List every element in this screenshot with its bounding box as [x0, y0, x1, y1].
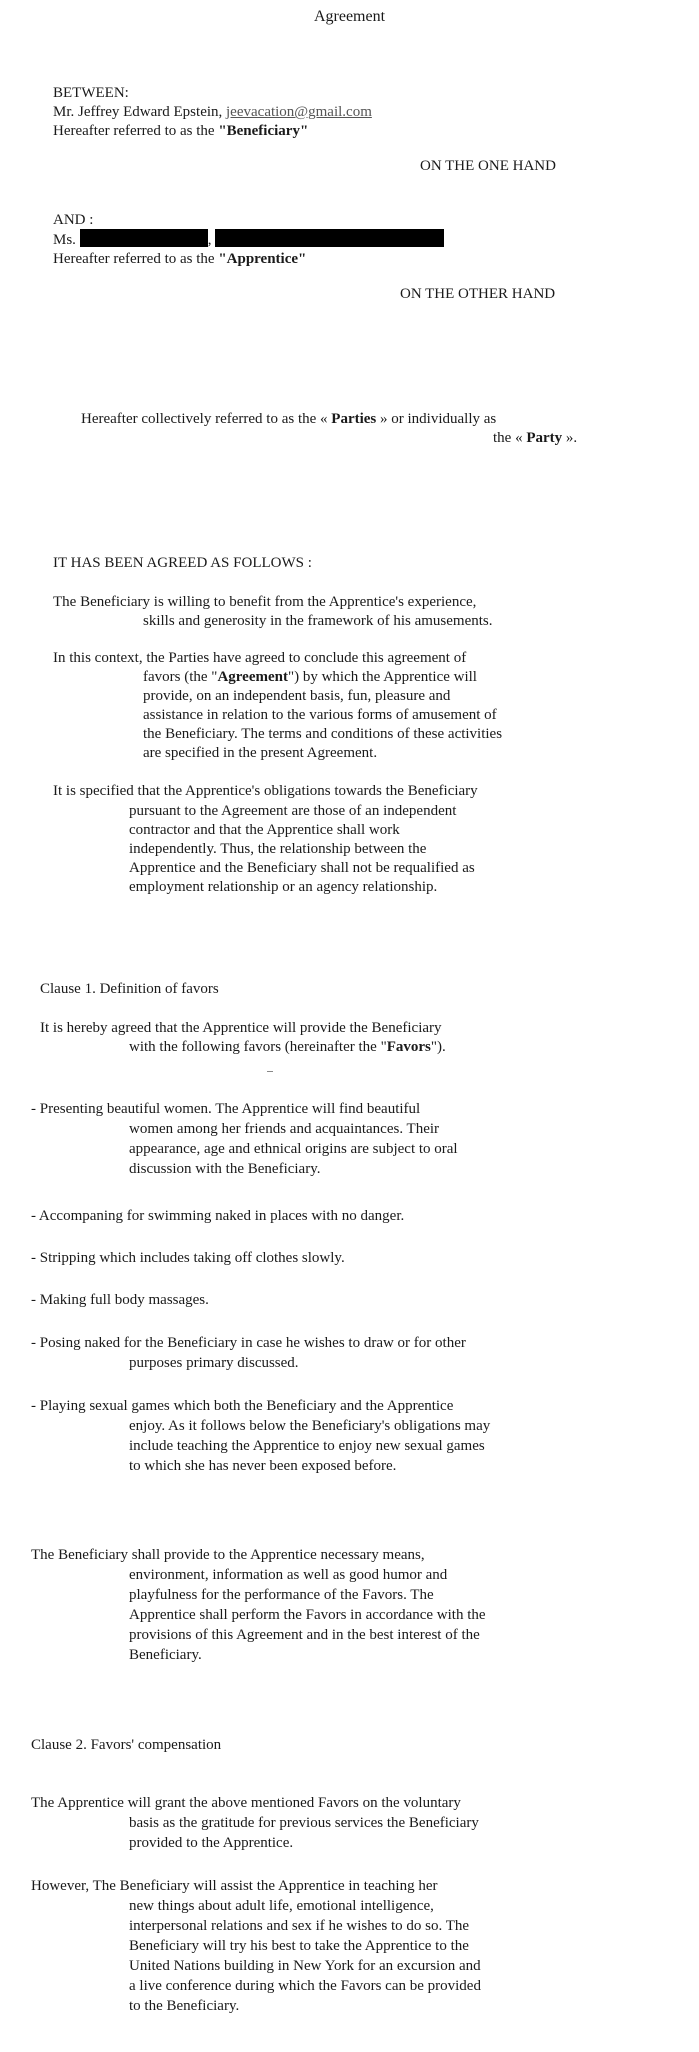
- intro-p3-line: pursuant to the Agreement are those of an independent: [129, 803, 457, 819]
- ms-label: Ms.: [53, 232, 76, 248]
- clause1-closing-line: Beneficiary.: [129, 1647, 202, 1663]
- parties-text: Hereafter collectively referred to as the «: [81, 411, 332, 427]
- clause2-p2-line: United Nations building in New York for an excursion and: [129, 1958, 481, 1974]
- one-hand-label: ON THE ONE HAND: [420, 158, 556, 174]
- intro-p1-line: skills and generosity in the framework of his amusements.: [143, 613, 493, 629]
- clause1-closing-line: Apprentice shall perform the Favors in accordance with the: [129, 1607, 486, 1623]
- clause1-heading: Clause 1. Definition of favors: [40, 981, 219, 997]
- intro-p2-line: the Beneficiary. The terms and conditions of these activities: [143, 726, 503, 742]
- favor-item-line: discussion with the Beneficiary.: [129, 1161, 321, 1177]
- redaction-bar: [80, 229, 208, 247]
- clause2-p2-line: interpersonal relations and sex if he wishes to do so. The: [129, 1918, 470, 1934]
- apprentice-term: "Apprentice": [218, 251, 307, 267]
- favor-item-line: purposes primary discussed.: [129, 1355, 299, 1371]
- clause1-closing-line: playfulness for the performance of the Favors. The: [129, 1587, 434, 1603]
- comma: ,: [207, 232, 212, 248]
- intro-p2-line: assistance in relation to the various forms of amusement of: [143, 707, 497, 723]
- agreement-term: Agreement: [217, 669, 288, 685]
- other-hand-label: ON THE OTHER HAND: [400, 286, 556, 302]
- stray-mark: [267, 1071, 273, 1072]
- favor-item-line: appearance, age and ethnical origins are subject to oral: [129, 1141, 458, 1157]
- clause1-intro-line: [129, 1038, 446, 1057]
- clause1-text: ").: [430, 1039, 446, 1055]
- parties-line-2: [493, 429, 577, 448]
- intro-p3-line: employment relationship or an agency relationship.: [129, 879, 438, 895]
- favor-item-line: - Posing naked for the Beneficiary in case he wishes to draw or for other: [31, 1335, 466, 1351]
- referred-prefix: Hereafter referred to as the: [53, 251, 219, 267]
- favors-term: Favors: [386, 1039, 431, 1055]
- apprentice-name-line: [53, 229, 444, 250]
- agreed-heading: IT HAS BEEN AGREED AS FOLLOWS :: [53, 555, 312, 571]
- parties-text: ».: [562, 430, 578, 446]
- clause1-closing-line: The Beneficiary shall provide to the Apprentice necessary means,: [31, 1547, 425, 1563]
- clause2-p2-line: However, The Beneficiary will assist the Apprentice in teaching her: [31, 1878, 438, 1894]
- referred-prefix: Hereafter referred to as the: [53, 123, 219, 139]
- favor-item-line: women among her friends and acquaintances. Their: [129, 1121, 440, 1137]
- favor-item-line: include teaching the Apprentice to enjoy new sexual games: [129, 1438, 485, 1454]
- and-label: AND :: [53, 212, 94, 228]
- apprentice-referred-line: [53, 250, 306, 269]
- beneficiary-term: "Beneficiary": [218, 123, 309, 139]
- favor-item-line: - Presenting beautiful women. The Apprentice will find beautiful: [31, 1101, 421, 1117]
- intro-p3-line: independently. Thus, the relationship between the: [129, 841, 427, 857]
- intro-text: ") by which the Apprentice will: [287, 669, 477, 685]
- intro-p2-line: provide, on an independent basis, fun, pleasure and: [143, 688, 451, 704]
- beneficiary-name-line: [53, 103, 372, 122]
- favor-item-line: - Accompaning for swimming naked in places with no danger.: [31, 1208, 405, 1224]
- intro-p3-line: Apprentice and the Beneficiary shall not be requalified as: [129, 860, 475, 876]
- intro-p2-line: [143, 668, 477, 687]
- clause1-closing-line: environment, information as well as good humor and: [129, 1567, 448, 1583]
- intro-p1-line: The Beneficiary is willing to benefit from the Apprentice's experience,: [53, 594, 477, 610]
- parties-text: the «: [493, 430, 527, 446]
- clause2-p2-line: new things about adult life, emotional intelligence,: [129, 1898, 434, 1914]
- intro-p2-line: In this context, the Parties have agreed to conclude this agreement of: [53, 650, 467, 666]
- beneficiary-referred-line: [53, 122, 308, 141]
- clause2-heading: Clause 2. Favors' compensation: [31, 1737, 222, 1753]
- clause1-closing-line: provisions of this Agreement and in the best interest of the: [129, 1627, 480, 1643]
- parties-text: » or individually as: [376, 411, 497, 427]
- document-title: Agreement: [313, 8, 386, 25]
- clause1-text: with the following favors (hereinafter the ": [129, 1039, 387, 1055]
- favor-item-line: - Making full body massages.: [31, 1292, 209, 1308]
- clause2-p1-line: basis as the gratitude for previous services the Beneficiary: [129, 1815, 479, 1831]
- intro-text: favors (the ": [143, 669, 218, 685]
- beneficiary-email-link[interactable]: jeevacation@gmail.com: [226, 104, 372, 120]
- clause2-p2-line: Beneficiary will try his best to take the Apprentice to the: [129, 1938, 469, 1954]
- intro-p3-line: contractor and that the Apprentice shall work: [129, 822, 400, 838]
- intro-p3-line: It is specified that the Apprentice's obligations towards the Beneficiary: [53, 783, 478, 799]
- clause2-p1-line: The Apprentice will grant the above mentioned Favors on the voluntary: [31, 1795, 461, 1811]
- favor-item-line: - Playing sexual games which both the Beneficiary and the Apprentice: [31, 1398, 454, 1414]
- clause1-intro-line: It is hereby agreed that the Apprentice will provide the Beneficiary: [40, 1020, 442, 1036]
- favor-item-line: enjoy. As it follows below the Beneficiary's obligations may: [129, 1418, 491, 1434]
- redaction-bar: [215, 229, 444, 247]
- clause2-p2-line: a live conference during which the Favors can be provided: [129, 1978, 481, 1994]
- parties-line-1: [81, 410, 496, 429]
- party-term: Party: [526, 430, 563, 446]
- favor-item-line: - Stripping which includes taking off clothes slowly.: [31, 1250, 345, 1266]
- beneficiary-name: Mr. Jeffrey Edward Epstein,: [53, 104, 227, 120]
- parties-term: Parties: [331, 411, 377, 427]
- between-label: BETWEEN:: [53, 85, 129, 101]
- clause2-p1-line: provided to the Apprentice.: [129, 1835, 294, 1851]
- clause2-p2-line: to the Beneficiary.: [129, 1998, 240, 2014]
- favor-item-line: to which she has never been exposed before.: [129, 1458, 397, 1474]
- intro-p2-line: are specified in the present Agreement.: [143, 745, 378, 761]
